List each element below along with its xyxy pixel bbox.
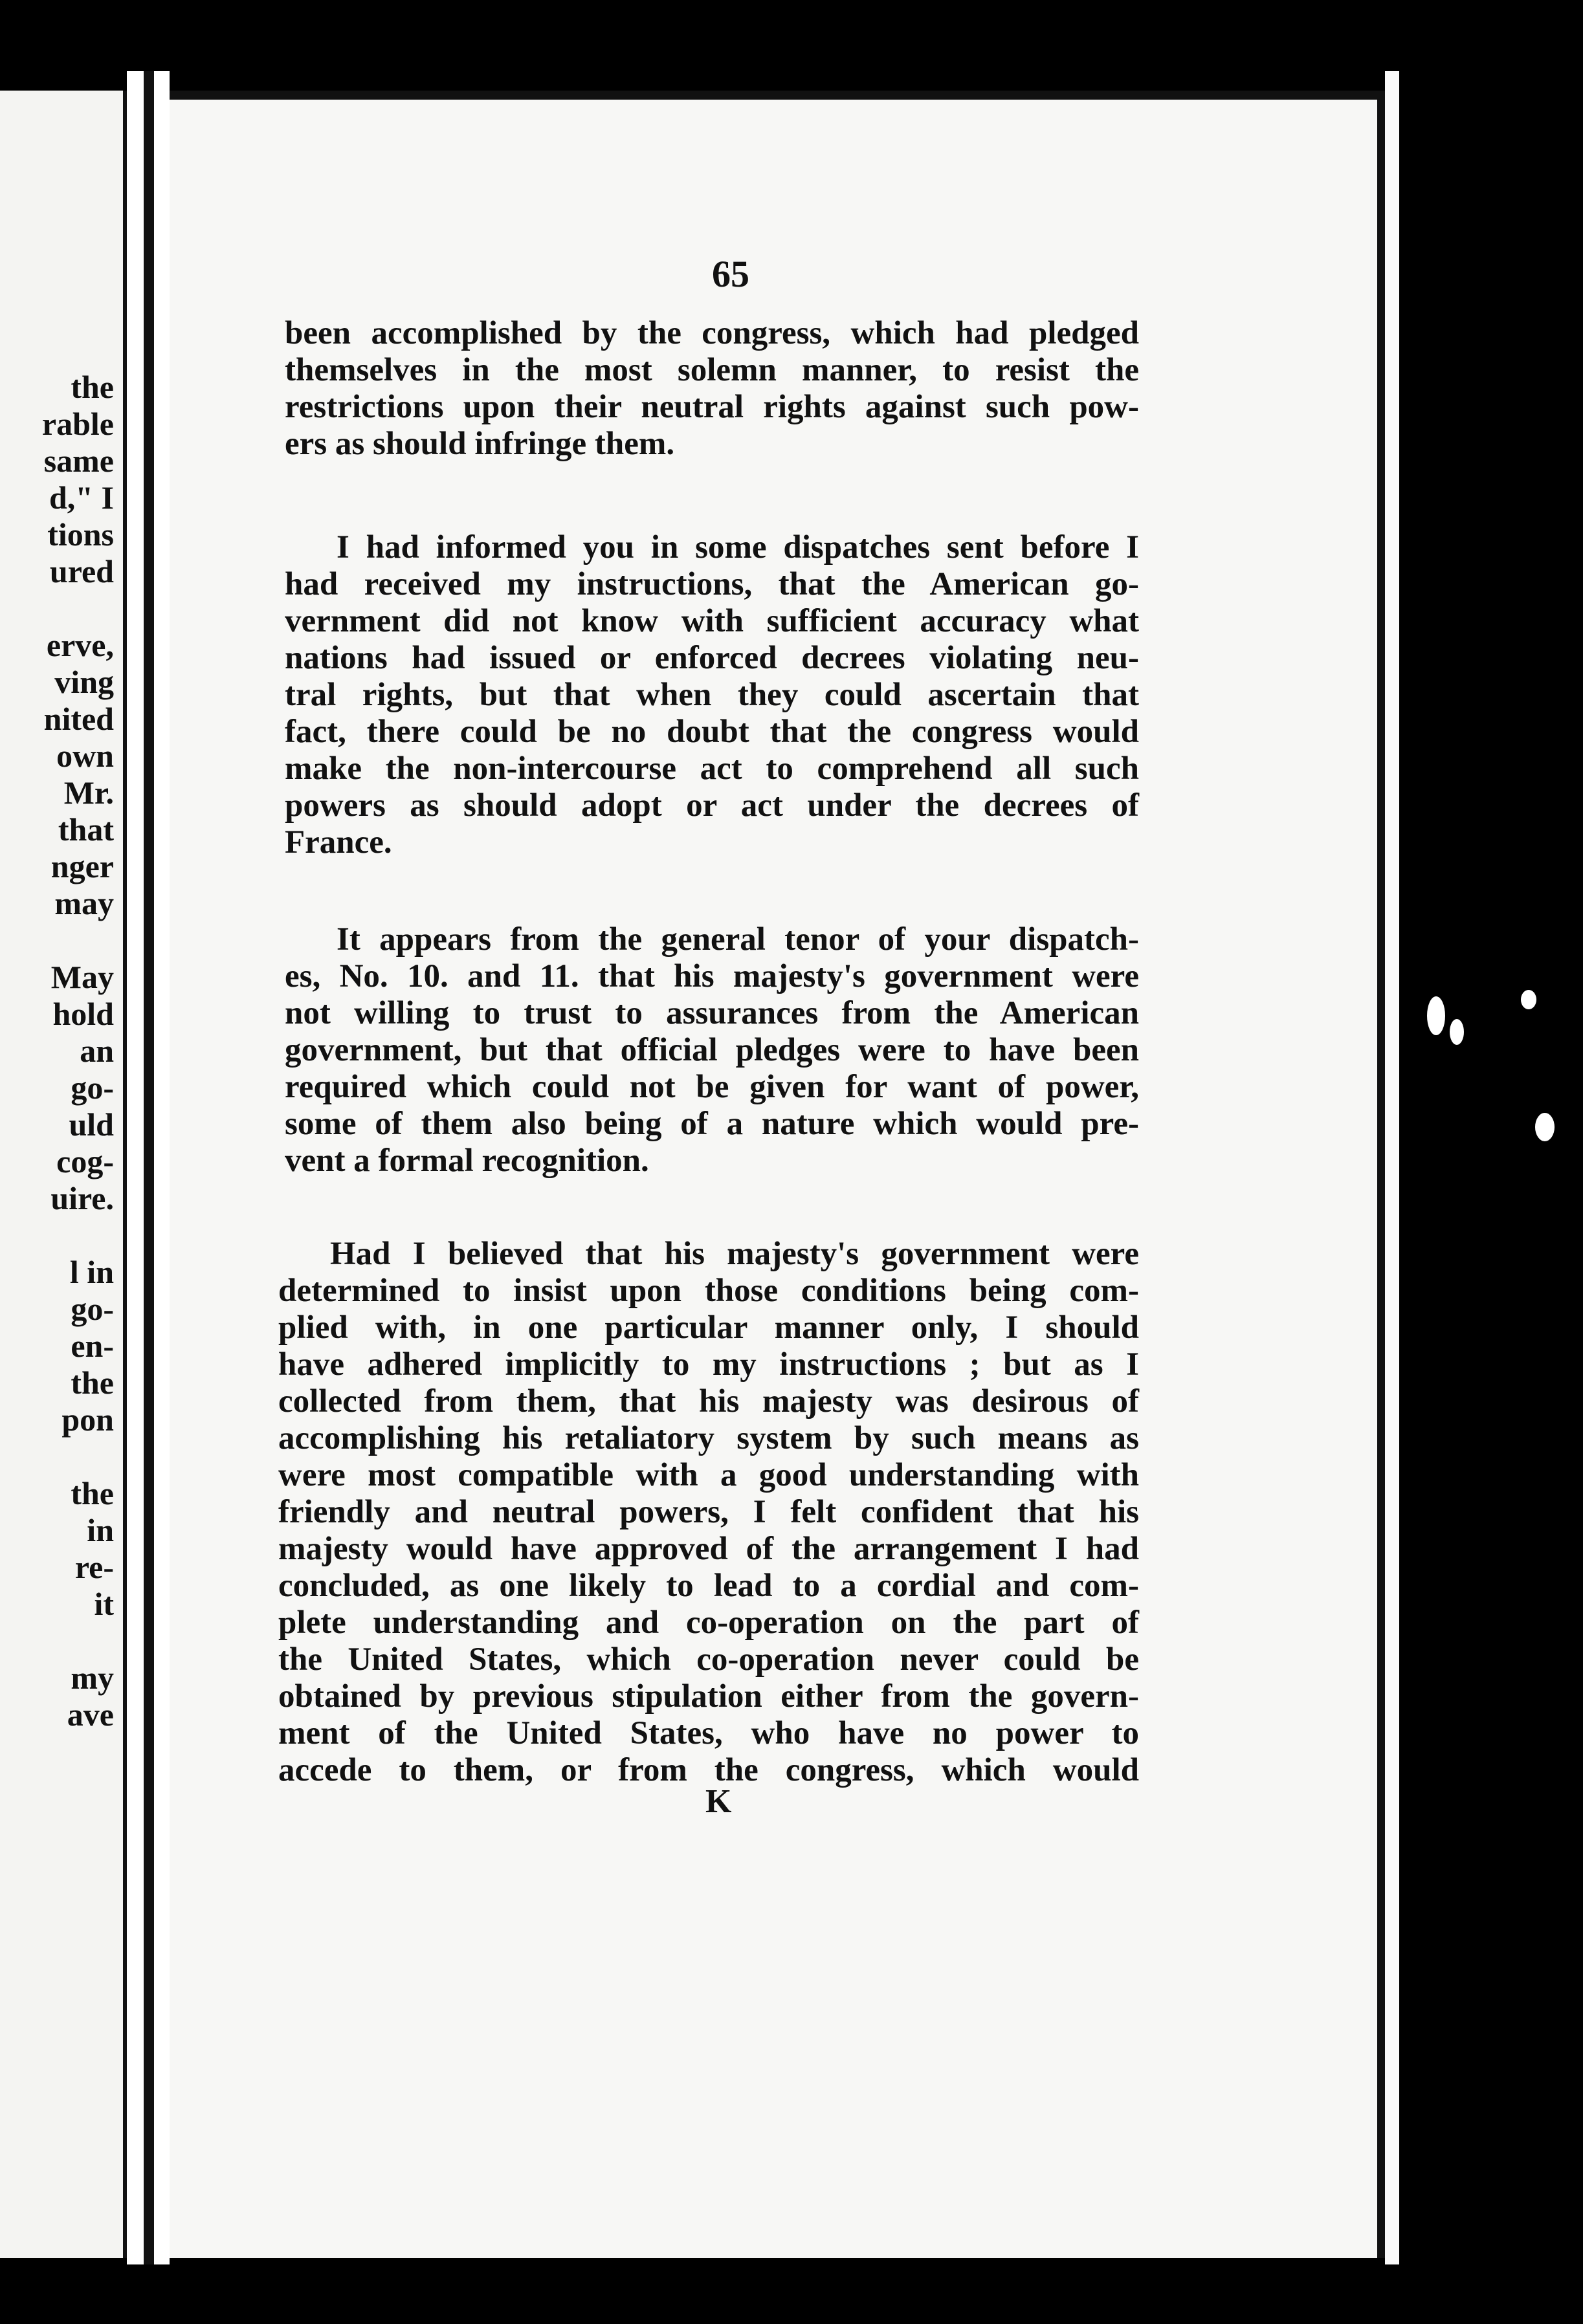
scan-speckle bbox=[1535, 1113, 1555, 1141]
left-page-line: uld bbox=[69, 1106, 114, 1143]
left-page-line: erve, bbox=[46, 627, 114, 663]
left-page-line: pon bbox=[61, 1401, 114, 1438]
left-page-line: own bbox=[56, 738, 114, 774]
left-page-line: Mr. bbox=[63, 774, 114, 811]
left-facing-page bbox=[0, 91, 127, 2258]
scan-speckle bbox=[1427, 996, 1445, 1035]
left-page-line: the bbox=[71, 1365, 114, 1401]
text-line: collected from them, that his majesty was desirous of bbox=[278, 1383, 1139, 1420]
left-page-line: the bbox=[71, 1475, 114, 1511]
signature-mark: K bbox=[705, 1783, 732, 1820]
text-line: ment of the United States, who have no power to bbox=[278, 1715, 1139, 1751]
left-page-line: that bbox=[58, 811, 114, 848]
paragraph-1 bbox=[285, 315, 1139, 463]
left-page-line: go- bbox=[71, 1069, 114, 1106]
left-page-line: my bbox=[71, 1660, 114, 1696]
left-page-line bbox=[42, 1623, 114, 1660]
left-page-line: nger bbox=[50, 848, 114, 884]
paragraph-2 bbox=[285, 529, 1139, 861]
text-line: concluded, as one likely to lead to a cordial and com- bbox=[278, 1568, 1139, 1604]
left-page-line: re- bbox=[74, 1549, 114, 1585]
text-line: accede to them, or from the congress, which would bbox=[278, 1752, 1139, 1788]
text-line: powers as should adopt or act under the decrees of bbox=[285, 787, 1139, 824]
text-line: accomplishing his retaliatory system by such means as bbox=[278, 1420, 1139, 1456]
text-line: France. bbox=[285, 824, 392, 861]
left-page-line: uire. bbox=[50, 1180, 114, 1216]
left-page-line: in bbox=[87, 1512, 114, 1548]
text-line: restrictions upon their neutral rights against such pow- bbox=[285, 389, 1139, 425]
paragraph-3 bbox=[285, 921, 1139, 1179]
page-number: 65 bbox=[712, 253, 749, 295]
left-page-line: cog- bbox=[56, 1143, 114, 1179]
text-line: plied with, in one particular manner only, I should bbox=[278, 1310, 1139, 1346]
text-line: had received my instructions, that the American go- bbox=[285, 566, 1139, 602]
text-line: some of them also being of a nature which would pre- bbox=[285, 1106, 1139, 1142]
text-line: determined to insist upon those conditions being com- bbox=[278, 1273, 1139, 1309]
text-line: been accomplished by the congress, which had pledged bbox=[285, 315, 1139, 351]
text-line-content: It appears from the general tenor of your dispatch- bbox=[337, 921, 1139, 958]
scan-speckle bbox=[1521, 990, 1536, 1009]
text-line-content: I had informed you in some dispatches sent before I bbox=[337, 529, 1139, 565]
left-page-line: d," I bbox=[49, 479, 114, 516]
text-line: were most compatible with a good understanding with bbox=[278, 1457, 1139, 1493]
left-page-line: ured bbox=[49, 553, 114, 589]
text-line: majesty would have approved of the arrangement I had bbox=[278, 1531, 1139, 1567]
left-page-line bbox=[42, 590, 114, 627]
left-page-line bbox=[42, 922, 114, 959]
text-line: obtained by previous stipulation either from the govern- bbox=[278, 1678, 1139, 1715]
page-edge bbox=[1385, 71, 1399, 2264]
left-page-line: ving bbox=[54, 664, 114, 700]
text-line bbox=[278, 1236, 1139, 1273]
text-line bbox=[285, 921, 1139, 958]
left-page-line bbox=[42, 1438, 114, 1475]
left-page-line: an bbox=[80, 1033, 114, 1069]
left-page-line: en- bbox=[71, 1328, 114, 1364]
left-page-line bbox=[42, 1217, 114, 1254]
left-page-line: hold bbox=[52, 996, 114, 1032]
text-line: tral rights, but that when they could ascertain that bbox=[285, 677, 1139, 713]
text-line: the United States, which co-operation never could be bbox=[278, 1641, 1139, 1678]
text-line: nations had issued or enforced decrees violating neu- bbox=[285, 640, 1139, 676]
left-page-line: the bbox=[71, 369, 114, 405]
left-page-line: ave bbox=[67, 1696, 114, 1733]
text-line-content: Had I believed that his majesty's government were bbox=[330, 1236, 1139, 1272]
text-line: fact, there could be no doubt that the congress would bbox=[285, 714, 1139, 750]
text-line bbox=[285, 529, 1139, 566]
text-line: make the non-intercourse act to comprehend all such bbox=[285, 751, 1139, 787]
text-line: plete understanding and co-operation on the part of bbox=[278, 1605, 1139, 1641]
left-page-line: it bbox=[94, 1586, 114, 1622]
text-line: es, No. 10. and 11. that his majesty's government were bbox=[285, 958, 1139, 994]
left-page-line: go- bbox=[71, 1291, 114, 1327]
left-page-line: same bbox=[43, 443, 114, 479]
text-line: not willing to trust to assurances from the American bbox=[285, 995, 1139, 1031]
text-line: themselves in the most solemn manner, to resist the bbox=[285, 352, 1139, 388]
left-page-line: l in bbox=[69, 1254, 114, 1290]
left-page-line: May bbox=[50, 959, 114, 995]
left-page-line: tions bbox=[47, 516, 114, 553]
text-line: vent a formal recognition. bbox=[285, 1143, 649, 1179]
left-page-text bbox=[42, 369, 114, 1733]
scan-speckle bbox=[1450, 1019, 1464, 1045]
left-page-line: may bbox=[54, 885, 114, 921]
text-line: vernment did not know with sufficient accuracy what bbox=[285, 603, 1139, 639]
text-line: have adhered implicitly to my instructions ; but as I bbox=[278, 1346, 1139, 1383]
text-line: ers as should infringe them. bbox=[285, 426, 675, 462]
gutter-shadow bbox=[144, 71, 154, 2264]
left-page-line: nited bbox=[43, 701, 114, 737]
paragraph-4 bbox=[278, 1236, 1139, 1789]
left-page-line: rable bbox=[41, 406, 114, 442]
text-line: government, but that official pledges were to have been bbox=[285, 1032, 1139, 1068]
text-line: required which could not be given for want of power, bbox=[285, 1069, 1139, 1105]
text-line: friendly and neutral powers, I felt confident that his bbox=[278, 1494, 1139, 1530]
